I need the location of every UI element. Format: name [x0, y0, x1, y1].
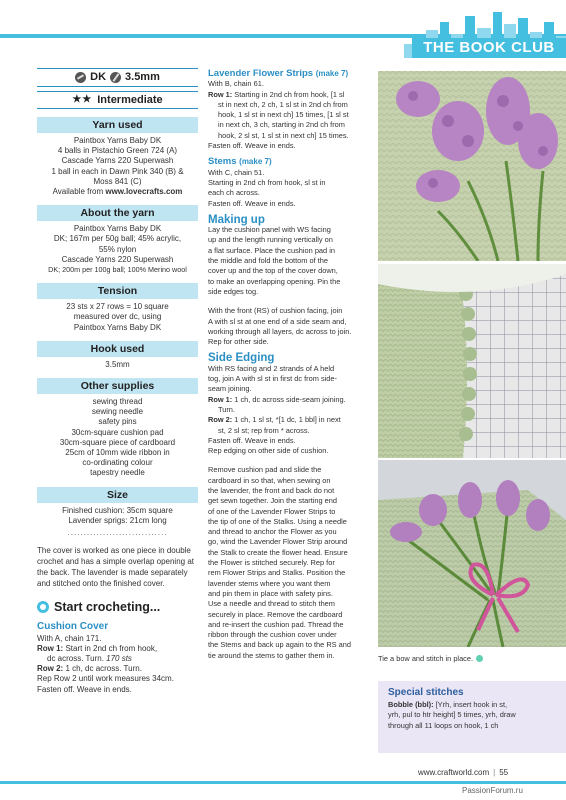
materials-column	[37, 68, 198, 695]
body-line: cover up and the top of the cover down,	[208, 266, 338, 276]
body-line: tog, join A with sl st in first dc from side-	[208, 374, 337, 384]
make-count: (make 7)	[315, 69, 349, 78]
body-line: the Flower is stitched securely. Rep for	[208, 558, 335, 568]
other-supplies-heading: Other supplies	[37, 378, 198, 394]
pattern-row-cont: hook, 1 sl st in next ch] 15 times, [1 sl st	[218, 110, 349, 120]
pattern-row	[37, 664, 198, 674]
hook-used-heading: Hook used	[37, 341, 198, 357]
pattern-row	[208, 415, 372, 425]
cushion-cover-pattern	[37, 634, 198, 695]
pattern-line: Rep Row 2 until work measures 34cm.	[37, 674, 174, 684]
row-text: dc across. Turn.	[47, 654, 107, 664]
pattern-row	[208, 90, 372, 100]
yarn-used-heading: Yarn used	[37, 117, 198, 133]
pattern-line: With A, chain 171.	[37, 633, 102, 643]
body-line: working through all layers, dc across to join.	[208, 326, 352, 336]
supply-line: sewing needle	[91, 407, 144, 417]
body-line: and re-insert the cushion pad. Thread the	[208, 619, 344, 629]
body-line: a flat surface. Place the cushion pad in	[208, 245, 335, 255]
row-label: Row 1:	[208, 89, 233, 99]
pattern-line: Fasten off. Weave in ends.	[208, 198, 296, 208]
supply-line: 25cm of 10mm wide ribbon in	[65, 448, 170, 458]
body-line: With the front (RS) of cushion facing, join	[208, 306, 343, 316]
lavender-heading	[208, 69, 372, 79]
skill-level: Intermediate	[97, 93, 163, 106]
cushion-cover-heading: Cushion Cover	[37, 621, 109, 633]
making-up-heading: Making up	[208, 213, 265, 226]
pattern-row	[208, 395, 372, 405]
body-line: Rep for other side.	[208, 337, 269, 347]
caption-text: Tie a bow and stitch in place.	[378, 654, 474, 663]
supply-line: co-ordinating colour	[82, 458, 153, 468]
yarn-line: Moss 841 (C)	[93, 176, 142, 186]
supply-line: tapestry needle	[90, 468, 145, 478]
size-body	[37, 506, 198, 526]
supply-line: sewing thread	[92, 397, 143, 407]
hook-size: 3.5mm	[125, 71, 160, 84]
stitch-definition	[388, 700, 556, 710]
yarn-line: Cascade Yarns 220 Superwash	[61, 156, 174, 166]
stitch-label: Bobble (bbl):	[388, 700, 434, 709]
body-line: the lavender, the front and back do not	[208, 485, 335, 495]
size-heading: Size	[37, 487, 198, 503]
row-text: 1 ch, dc across side-seam joining.	[232, 394, 346, 404]
spec-box	[37, 68, 198, 87]
body-line: the middle and fold the bottom of the	[208, 256, 328, 266]
tension-line: 23 sts x 27 rows = 10 square	[66, 302, 169, 312]
pattern-line: each ch across.	[208, 188, 260, 198]
body-line: go, wind the Lavender Flower Strip around	[208, 537, 348, 547]
row-text: Starting in 2nd ch from hook, [1 sl	[232, 89, 345, 99]
side-edging-heading: Side Edging	[208, 352, 275, 365]
about-line: 55% nylon	[98, 244, 137, 254]
pattern-row-cont	[37, 654, 198, 664]
yarn-line: 1 ball in each in Dawn Pink 340 (B) &	[51, 166, 184, 176]
supply-line: 30cm-square piece of cardboard	[59, 437, 176, 447]
bullet-dot-icon	[476, 655, 483, 662]
body-line: With RS facing and 2 strands of A held	[208, 363, 335, 373]
start-title: Start crocheting...	[54, 600, 161, 615]
yarn-ball-icon	[75, 72, 86, 83]
about-line: DK; 167m per 50g ball; 45% acrylic,	[53, 234, 182, 244]
availability-prefix: Available from	[52, 187, 106, 197]
about-line: DK; 200m per 100g ball; 100% Merino wool	[48, 265, 187, 275]
body-line: get sewn together. Join the starting end	[208, 496, 338, 506]
body-line: of one of the Lavender Flower Strips to	[208, 506, 336, 516]
special-stitches-box	[378, 681, 566, 753]
row-label: Row 1:	[208, 394, 233, 404]
stitch-line: yrh, pul to htr height] 5 times, yrh, draw	[388, 710, 516, 720]
body-line: A with sl st at one end of a side seam and,	[208, 316, 347, 326]
pattern-row-cont: st in next ch, 2 ch, 1 sl st in 2nd ch from	[218, 99, 348, 109]
instructions-column	[208, 69, 372, 661]
stems-heading	[208, 157, 372, 167]
special-stitches-heading: Special stitches	[388, 687, 464, 698]
tension-body	[37, 302, 198, 333]
pattern-line: Fasten off. Weave in ends.	[208, 141, 296, 151]
body-line: and pin them in place with safety pins.	[208, 588, 333, 598]
yarn-weight: DK	[90, 71, 107, 84]
tension-line: measured over dc, using	[73, 312, 162, 322]
pattern-line: Fasten off. Weave in ends.	[37, 684, 132, 694]
tension-heading: Tension	[37, 283, 198, 299]
dotted-divider: ...............................	[67, 528, 168, 538]
lavender-closeup-photo	[378, 71, 566, 261]
body-line: seam joining.	[208, 384, 252, 394]
body-line: Lay the cushion panel with WS facing	[208, 225, 331, 235]
lavender-bouquet-photo	[378, 460, 566, 647]
difficulty-stars: ★★	[72, 93, 93, 105]
cushion-edge-photo	[378, 264, 566, 458]
hook-line: 3.5mm	[105, 359, 130, 369]
body-line: to make an overlapping opening. Pin the	[208, 276, 341, 286]
pattern-line: With C, chain 51.	[208, 167, 265, 177]
about-line: Paintbox Yarns Baby DK	[73, 224, 162, 234]
pattern-row-cont: Turn.	[218, 404, 235, 414]
body-line: Rep edging on other side of cushion.	[208, 446, 329, 456]
body-line: Use a needle and thread to stitch them	[208, 599, 335, 609]
about-line: Cascade Yarns 220 Superwash	[61, 254, 174, 264]
body-line: securely in place. Remove the cardboard	[208, 609, 343, 619]
supply-line: 30cm-square cushion pad	[71, 427, 164, 437]
body-line: rem Flower Strips and Stalks. Position the	[208, 568, 346, 578]
body-line: ribbon through the cushion cover under	[208, 630, 337, 640]
yarn-used-body	[37, 136, 198, 197]
watermark: PassionForum.ru	[462, 786, 523, 795]
body-line: side edges tog.	[208, 286, 259, 296]
availability-line	[37, 187, 198, 197]
stitch-line: through all 11 loops on hook, 1 ch	[388, 720, 499, 730]
pattern-line: Starting in 2nd ch from hook, sl st in	[208, 177, 326, 187]
body-line: lavender stems where you want them	[208, 578, 331, 588]
body-line: the Stems and back up again to the RS and	[208, 640, 351, 650]
photo-caption	[378, 654, 483, 663]
row-text: 1 ch, dc across. Turn.	[63, 664, 142, 674]
row-text: 1 ch, 1 sl st, *[1 dc, 1 bbl] in next	[232, 415, 341, 425]
body-line: the Stalk to create the flower head. Ensure	[208, 547, 348, 557]
pattern-row	[37, 644, 198, 654]
row-label: Row 1:	[37, 643, 64, 653]
section-banner: THE BOOK CLUB	[412, 38, 566, 58]
about-yarn-heading: About the yarn	[37, 205, 198, 221]
row-label: Row 2:	[208, 415, 233, 425]
other-supplies-body	[37, 397, 198, 479]
make-count: (make 7)	[239, 157, 272, 167]
body-line: the tip of one of the Stalks. Using a needle	[208, 516, 347, 526]
size-line: Lavender sprigs: 21cm long	[68, 515, 167, 525]
footer-site[interactable]: www.craftworld.com	[418, 768, 490, 777]
stitch-text: [Yrh, insert hook in st,	[433, 700, 508, 709]
size-line: Finished cushion: 35cm square	[62, 505, 173, 515]
row-label: Row 2:	[37, 664, 64, 674]
body-line: Remove cushion pad and slide the	[208, 465, 322, 475]
page-footer	[418, 768, 508, 777]
supplier-link[interactable]: www.lovecrafts.com	[105, 187, 183, 197]
pattern-row-cont: in next ch, 3 ch, starting in 2nd ch from	[218, 120, 345, 130]
body-line: tie around the stems to gather them in.	[208, 650, 335, 660]
body-line: and thread to anchor the Flower as you	[208, 527, 337, 537]
start-heading	[37, 601, 198, 613]
footer-separator: |	[493, 768, 496, 777]
tension-line: Paintbox Yarns Baby DK	[73, 322, 162, 332]
about-yarn-body	[37, 224, 198, 275]
yarn-line: 4 balls in Pistachio Green 724 (A)	[57, 146, 178, 156]
stems-title: Stems	[208, 156, 237, 168]
pattern-line: With B, chain 61.	[208, 79, 264, 89]
body-line: Fasten off. Weave in ends.	[208, 435, 296, 445]
pattern-row-cont: hook, 2 sl st, 1 sl st in next ch] 15 times.	[218, 130, 349, 140]
skill-level-box	[37, 91, 198, 109]
stitch-count: 170 sts	[106, 654, 132, 664]
page-number: 55	[499, 768, 509, 777]
intro-paragraph: The cover is worked as one piece in double crochet and has a simple overlap opening at the back. The lavender is made separately and stitched onto the finished cover.	[37, 546, 194, 588]
body-line: cardboard in so that, when sewing on	[208, 475, 331, 485]
crochet-hook-icon	[110, 72, 121, 83]
supply-line: safety pins	[98, 417, 137, 427]
lavender-title: Lavender Flower Strips	[208, 68, 314, 79]
special-stitches-body	[388, 700, 556, 731]
hook-used-body	[37, 360, 198, 370]
yarn-line: Paintbox Yarns Baby DK	[73, 136, 162, 145]
body-line: up and the length running vertically on	[208, 235, 333, 245]
start-circle-icon	[37, 601, 49, 613]
pattern-row-cont: st, 2 sl st; rep from * across.	[218, 425, 310, 435]
row-text: Start in 2nd ch from hook,	[63, 643, 158, 653]
footer-band	[0, 781, 566, 784]
